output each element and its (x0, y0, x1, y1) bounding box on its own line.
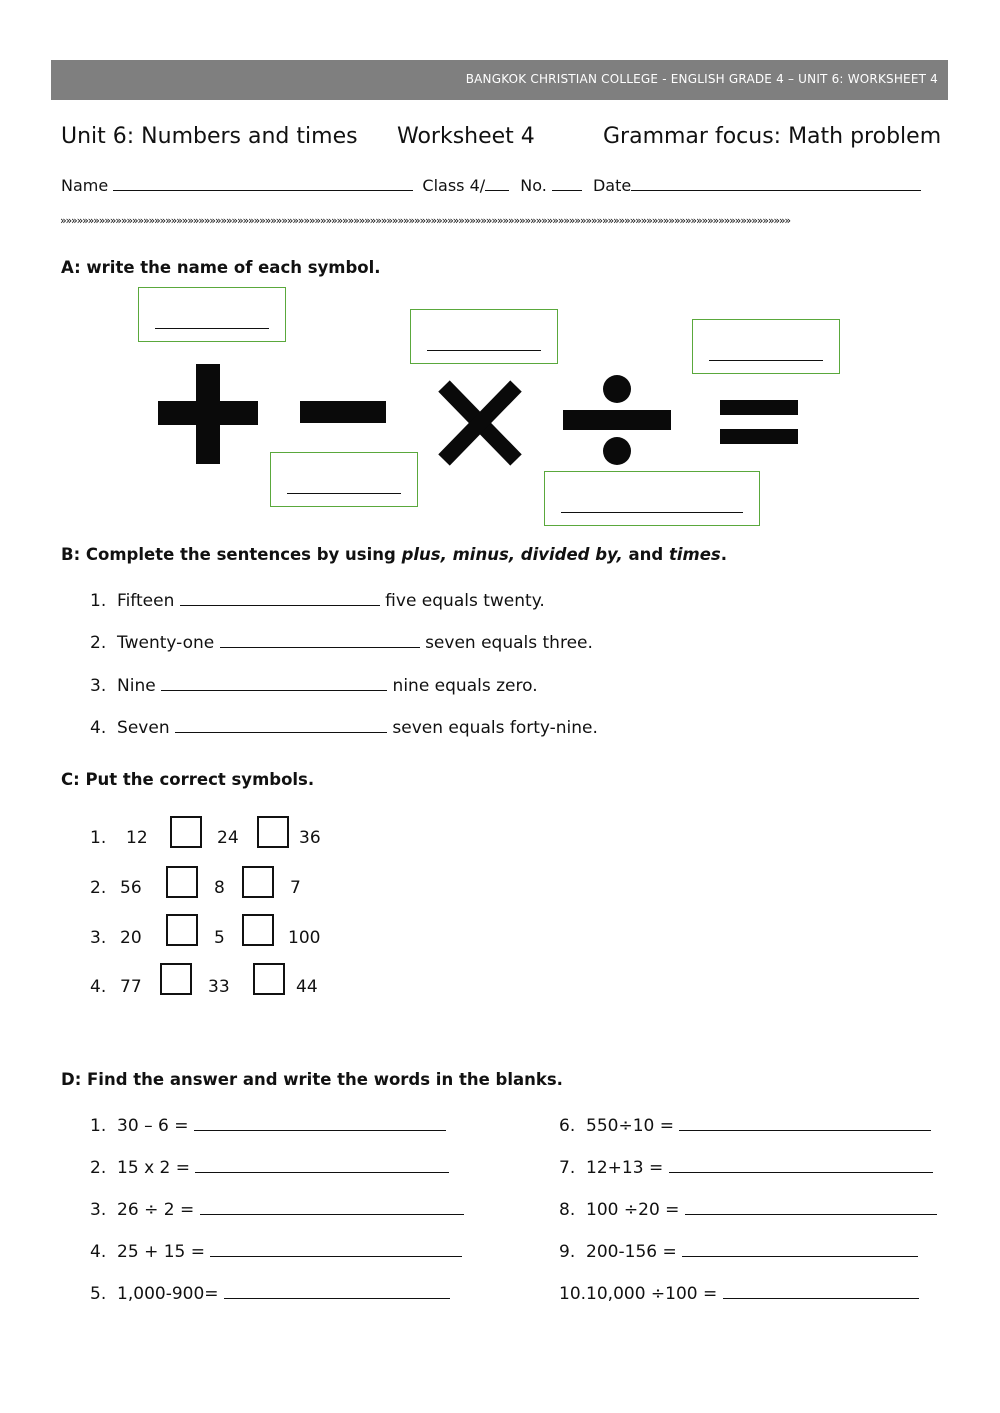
section-b-title (61, 545, 727, 564)
item-number: 3. (90, 1200, 107, 1220)
list-item (559, 1282, 919, 1304)
banner-text: BANGKOK CHRISTIAN COLLEGE - ENGLISH GRADE 4 – UNIT 6: WORKSHEET 4 (465, 72, 938, 86)
item-number: 4. (90, 1242, 107, 1262)
item-expression: 1,000-900= (117, 1284, 219, 1304)
divide-icon (563, 374, 671, 466)
blank-line[interactable] (200, 1198, 464, 1215)
date-label: Date (592, 176, 632, 195)
unit-title: Unit 6: Numbers and times (61, 124, 358, 149)
item-number: 1. (90, 591, 107, 611)
item-expression: 15 x 2 = (117, 1158, 191, 1178)
item-number: 2. (90, 1158, 107, 1178)
item-expression: 550÷10 = (586, 1116, 675, 1136)
item-number: 1. (90, 828, 107, 848)
item-number: 2. (90, 878, 107, 898)
blank-line[interactable] (195, 1156, 449, 1173)
list-item (90, 674, 538, 696)
item-number: 3. (90, 676, 107, 696)
blank-line[interactable] (679, 1114, 931, 1131)
separator-line: »»»»»»»»»»»»»»»»»»»»»»»»»»»»»»»»»»»»»»»»»»»»»»»»»»»»»»»»»»»»»»»»»»»»»»»»»»»»»»»»»»»»»»»»»»»»»»»»»»»»»»»»»»»»»»»»»»»»»»»»»»»»»»»»»»»» (60, 214, 790, 227)
operand-a: 20 (120, 928, 142, 948)
minus-icon (300, 401, 386, 423)
answer-box-minus[interactable] (270, 452, 418, 507)
item-number: 10. (559, 1284, 587, 1304)
symbol-box[interactable] (242, 866, 274, 898)
item-number: 8. (559, 1200, 576, 1220)
operand-a: 56 (120, 878, 142, 898)
blank-line[interactable] (194, 1114, 446, 1131)
operand-a: 77 (120, 977, 142, 997)
blank-line[interactable] (220, 631, 420, 648)
blank-line[interactable] (685, 1198, 937, 1215)
item-expression: 100 ÷20 = (586, 1200, 680, 1220)
equals-icon (720, 400, 798, 445)
list-item (559, 1198, 937, 1220)
answer-box-equals[interactable] (692, 319, 840, 374)
item-start: Fifteen (117, 591, 175, 611)
section-d-title: D: Find the answer and write the words in the blanks. (61, 1070, 563, 1089)
list-item (90, 1198, 464, 1220)
symbol-box[interactable] (170, 816, 202, 848)
operand-c: 7 (290, 878, 301, 898)
item-number: 2. (90, 633, 107, 653)
item-expression: 30 – 6 = (117, 1116, 189, 1136)
item-number: 4. (90, 718, 107, 738)
section-b-title-words: plus, minus, divided by, (401, 545, 623, 564)
list-item (90, 589, 545, 611)
list-item (90, 1156, 449, 1178)
operand-c: 44 (296, 977, 318, 997)
blank-line[interactable] (669, 1156, 933, 1173)
name-label: Name (61, 176, 109, 195)
list-item (90, 1282, 450, 1304)
item-number: 5. (90, 1284, 107, 1304)
list-item (559, 1156, 933, 1178)
item-number: 4. (90, 977, 107, 997)
times-icon (436, 380, 524, 466)
operand-b: 24 (217, 828, 239, 848)
item-end: seven equals three. (425, 633, 593, 653)
list-item (559, 1114, 931, 1136)
list-item (90, 1240, 462, 1262)
no-label: No. (520, 176, 547, 195)
class-label: Class 4/ (422, 176, 486, 195)
item-number: 6. (559, 1116, 576, 1136)
operand-c: 100 (288, 928, 321, 948)
blank-line[interactable] (723, 1282, 919, 1299)
grammar-focus: Grammar focus: Math problem (603, 124, 942, 149)
top-banner (51, 60, 948, 100)
answer-box-plus[interactable] (138, 287, 286, 342)
list-item (90, 1114, 446, 1136)
item-start: Nine (117, 676, 156, 696)
item-number: 7. (559, 1158, 576, 1178)
item-start: Seven (117, 718, 170, 738)
item-number: 3. (90, 928, 107, 948)
operand-b: 33 (208, 977, 230, 997)
answer-box-times[interactable] (410, 309, 558, 364)
symbol-box[interactable] (242, 914, 274, 946)
blank-line[interactable] (224, 1282, 450, 1299)
operand-b: 5 (214, 928, 225, 948)
section-a-title: A: write the name of each symbol. (61, 258, 381, 277)
item-start: Twenty-one (117, 633, 215, 653)
blank-line[interactable] (180, 589, 380, 606)
blank-line[interactable] (161, 674, 387, 691)
section-b-title-times: times (668, 545, 721, 564)
item-number: 9. (559, 1242, 576, 1262)
operand-b: 8 (214, 878, 225, 898)
blank-line[interactable] (210, 1240, 462, 1257)
student-info-row (61, 174, 921, 195)
class-blank[interactable] (485, 174, 509, 191)
operand-c: 36 (299, 828, 321, 848)
symbol-box[interactable] (160, 963, 192, 995)
item-end: five equals twenty. (385, 591, 545, 611)
section-b-title-and: and (622, 545, 669, 564)
blank-line[interactable] (175, 716, 387, 733)
item-expression: 26 ÷ 2 = (117, 1200, 195, 1220)
plus-icon (158, 364, 258, 464)
section-c-title: C: Put the correct symbols. (61, 770, 315, 789)
item-expression: 10,000 ÷100 = (586, 1284, 718, 1304)
list-item (90, 631, 593, 653)
symbol-box[interactable] (253, 963, 285, 995)
list-item (559, 1240, 918, 1262)
name-blank[interactable] (113, 174, 413, 191)
blank-line[interactable] (682, 1240, 918, 1257)
item-number: 1. (90, 1116, 107, 1136)
symbol-box[interactable] (166, 866, 198, 898)
item-end: nine equals zero. (392, 676, 538, 696)
worksheet-title: Worksheet 4 (397, 124, 535, 149)
item-expression: 200-156 = (586, 1242, 677, 1262)
symbol-box[interactable] (257, 816, 289, 848)
operand-a: 12 (126, 828, 148, 848)
no-blank[interactable] (552, 174, 582, 191)
list-item (90, 716, 598, 738)
date-blank[interactable] (631, 174, 921, 191)
section-b-title-prefix: B: Complete the sentences by using (61, 545, 402, 564)
item-end: seven equals forty-nine. (392, 718, 598, 738)
symbol-box[interactable] (166, 914, 198, 946)
item-expression: 12+13 = (586, 1158, 664, 1178)
answer-box-divide[interactable] (544, 471, 760, 526)
item-expression: 25 + 15 = (117, 1242, 206, 1262)
section-b-title-end: . (720, 545, 727, 564)
